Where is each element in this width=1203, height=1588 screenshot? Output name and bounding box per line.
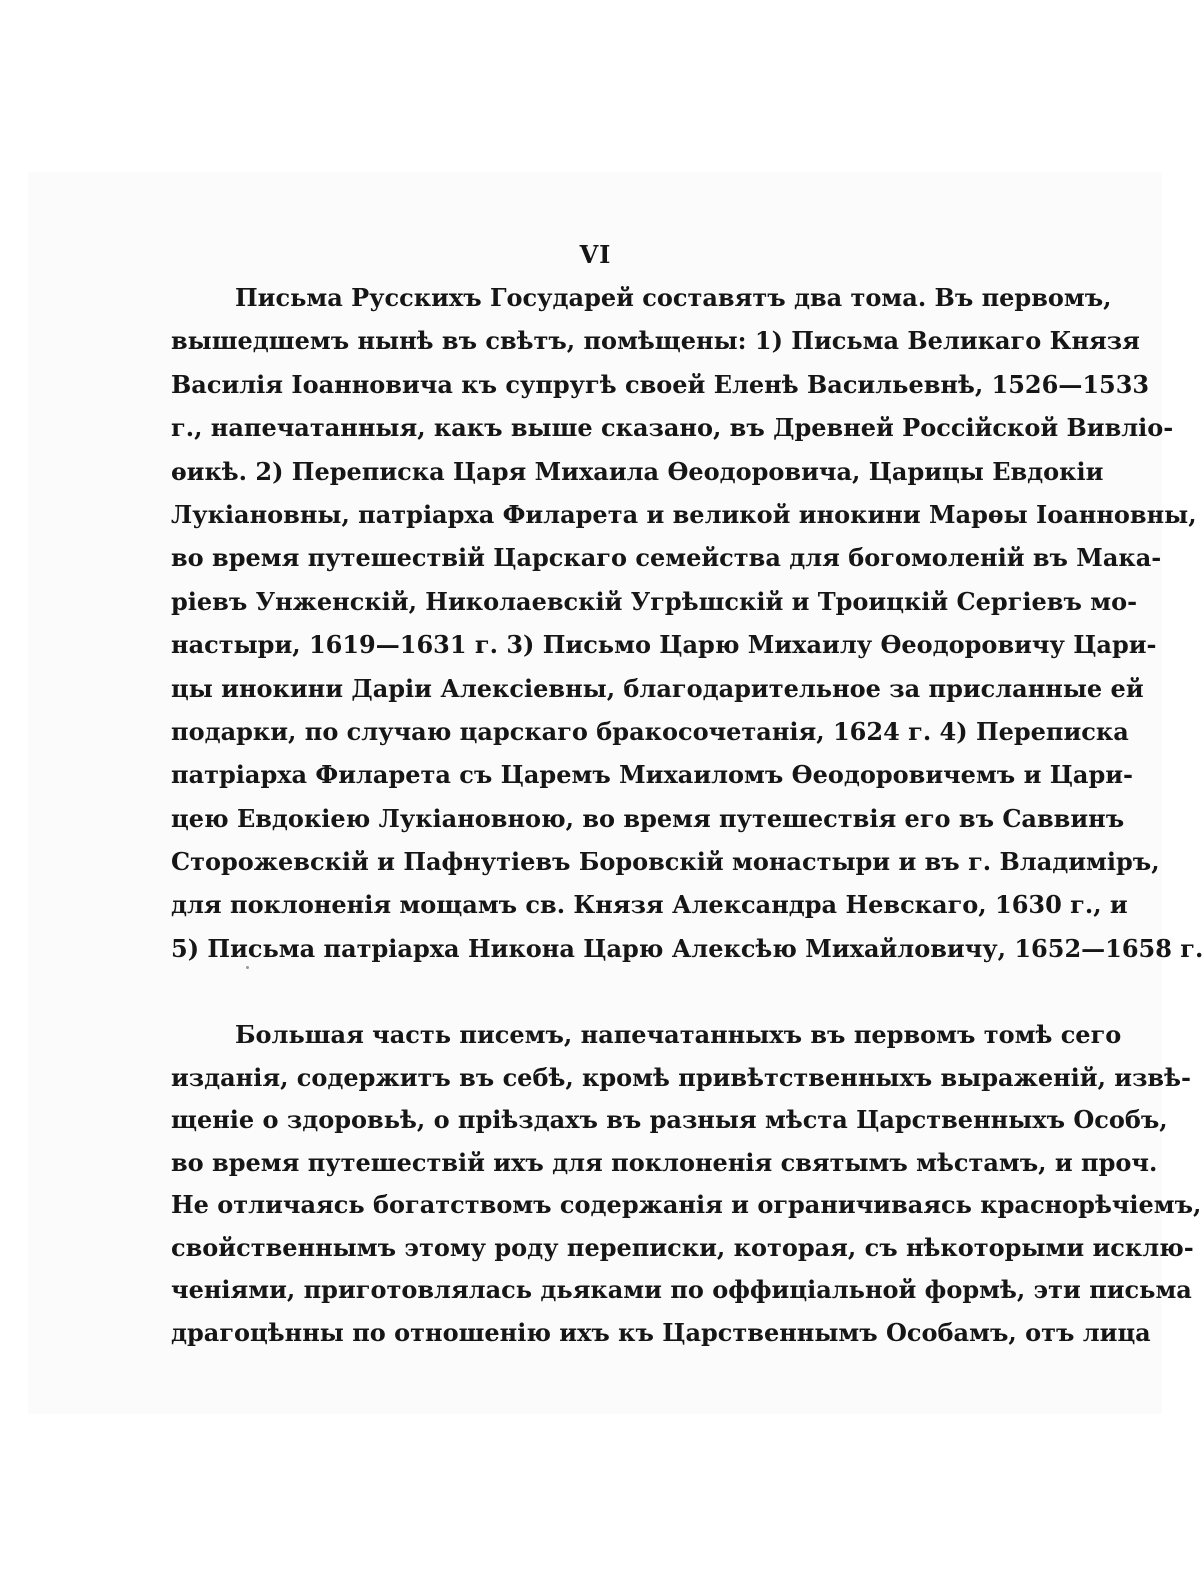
text-line: Василія Іоанновича къ супругѣ своей Еленѣ Васильевнѣ, 1526—1533 [171,369,1150,399]
text-line: щеніе о здоровьѣ, о пріѣздахъ въ разныя мѣста Царственныхъ Особъ, [171,1105,1168,1134]
scan-speck [246,966,249,969]
text-line: во время путешествій Царскаго семейства для богомоленій въ Мака- [171,543,1162,573]
text-line: свойственнымъ этому роду переписки, которая, съ нѣкоторыми исклю- [171,1232,1194,1262]
text-line: ріевъ Унженскій, Николаевскій Угрѣшскій и Троицкій Сергіевъ мо- [171,586,1138,616]
text-line: ченіями, приготовлялась дьяками по оффиціальной формѣ, эти письма [171,1275,1192,1304]
text-line: Большая часть писемъ, напечатанныхъ въ первомъ томѣ сего [235,1020,1122,1049]
text-line: подарки, по случаю царскаго бракосочетанія, 1624 г. 4) Переписка [171,716,1129,746]
text-line: драгоцѣнны по отношенію ихъ къ Царственнымъ Особамъ, отъ лица [171,1317,1151,1347]
text-line: Не отличаясь богатствомъ содержанія и ограничиваясь краснорѣчіемъ, [171,1190,1202,1219]
text-line: патріарха Филарета съ Царемъ Михаиломъ Ѳеодоровичемъ и Цари- [171,760,1134,790]
text-line: Сторожевскій и Пафнутіевъ Боровскій монастыри и въ г. Владиміръ, [171,847,1160,877]
text-line: изданія, содержитъ въ себѣ, кромѣ привѣтственныхъ выраженій, извѣ- [171,1062,1191,1092]
paragraph-2 [171,1014,1202,1354]
text-line: вышедшемъ нынѣ въ свѣтъ, помѣщены: 1) Письма Великаго Князя [171,326,1140,356]
paragraph-1 [171,276,1203,970]
text-line: настыри, 1619—1631 г. 3) Письмо Царю Михаилу Ѳеодоровичу Цари- [171,630,1157,660]
text-line: цею Евдокіею Лукіановною, во время путешествія его въ Саввинъ [171,803,1125,833]
text-line: ѳикѣ. 2) Переписка Царя Михаила Ѳеодоровича, Царицы Евдокіи [171,456,1104,486]
text-line: г., напечатанныя, какъ выше сказано, въ Древней Россійской Вивліо- [171,413,1174,443]
text-line: Письма Русскихъ Государей составятъ два тома. Въ первомъ, [235,283,1112,312]
text-line: Лукіановны, патріарха Филарета и великой инокини Марѳы Іоанновны, [171,499,1197,529]
page-number: VI [579,240,612,269]
text-line: для поклоненія мощамъ св. Князя Александра Невскаго, 1630 г., и [171,890,1128,920]
text-line: во время путешествій ихъ для поклоненія святымъ мѣстамъ, и проч. [171,1147,1158,1177]
text-line: цы инокини Даріи Алексіевны, благодарительное за присланные ей [171,673,1144,703]
text-line: 5) Письма патріарха Никона Царю Алексѣю Михайловичу, 1652—1658 г. [171,933,1203,963]
